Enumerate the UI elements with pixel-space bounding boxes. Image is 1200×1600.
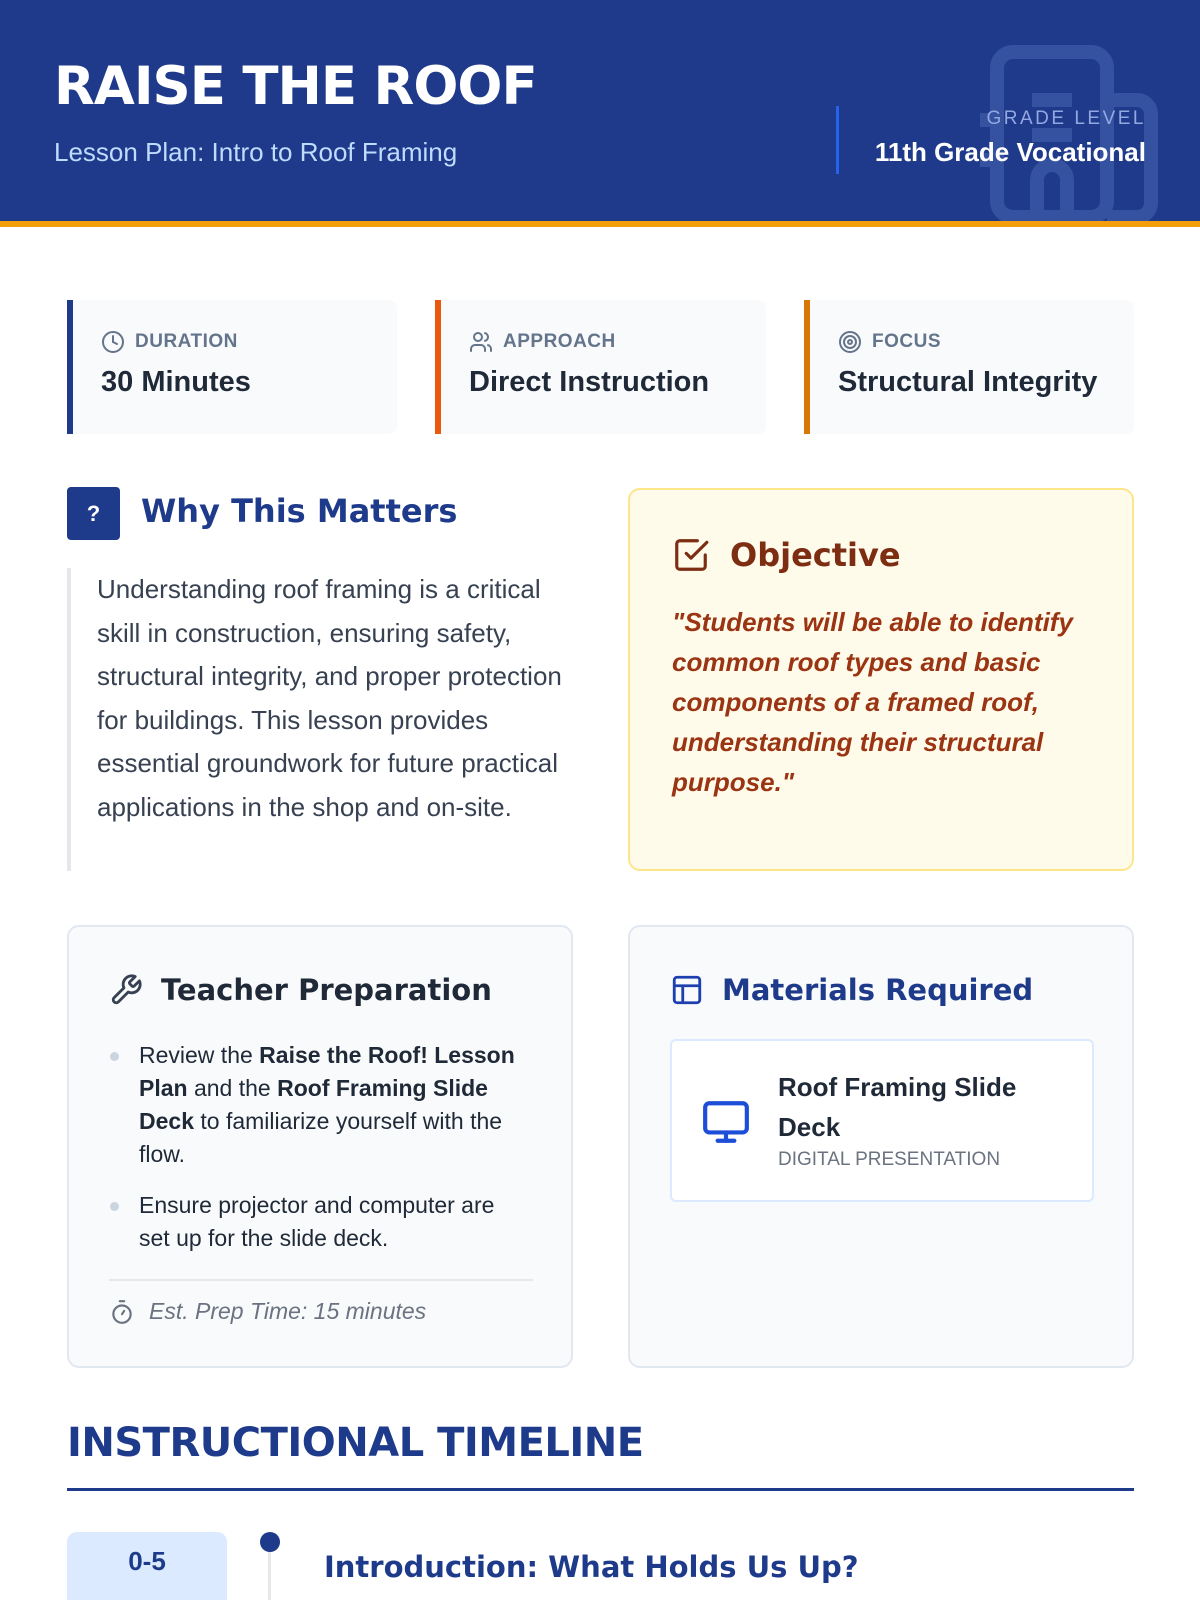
info-card-approach	[435, 300, 766, 434]
why-section-title: Why This Matters	[141, 492, 458, 530]
clock-icon	[101, 330, 125, 354]
prep-time-text: Est. Prep Time: 15 minutes	[149, 1298, 427, 1324]
timeline-rule	[67, 1488, 1134, 1491]
objective-title: Objective	[730, 536, 901, 574]
checkbox-icon	[672, 536, 710, 574]
info-card-duration	[67, 300, 397, 434]
timeline-step-time	[67, 1532, 227, 1600]
timeline-step-time-text: 0-5	[128, 1546, 166, 1576]
page-subtitle: Lesson Plan: Intro to Roof Framing	[54, 137, 458, 167]
info-card-label: APPROACH	[503, 331, 616, 352]
building-icon	[962, 40, 1172, 227]
target-icon	[838, 330, 862, 354]
users-icon	[469, 330, 493, 354]
objective-card	[628, 488, 1134, 871]
info-card-focus	[804, 300, 1134, 434]
materials-title: Materials Required	[722, 973, 1034, 1007]
list-item: Ensure projector and computer are set up for the slide deck.	[109, 1189, 529, 1255]
monitor-icon	[700, 1097, 752, 1147]
materials-panel	[628, 925, 1134, 1368]
prep-list	[109, 1039, 529, 1273]
info-card-label: DURATION	[135, 331, 238, 352]
material-type: DIGITAL PRESENTATION	[778, 1149, 1001, 1170]
prep-time	[109, 1298, 426, 1325]
material-item	[670, 1039, 1094, 1202]
info-card-value: 30 Minutes	[101, 366, 251, 398]
wrench-icon	[109, 973, 143, 1007]
header-divider	[836, 106, 839, 174]
grade-level-value: 11th Grade Vocational	[874, 137, 1146, 167]
timer-icon	[109, 1299, 135, 1325]
prep-divider	[109, 1279, 533, 1281]
info-card-label: FOCUS	[872, 331, 941, 352]
teacher-preparation-panel	[67, 925, 573, 1368]
grade-level-label: GRADE LEVEL	[986, 108, 1146, 129]
list-item: Review the Raise the Roof! Lesson Plan and the Roof Framing Slide Deck to familiarize yourself with the flow.	[109, 1039, 529, 1171]
info-card-value: Structural Integrity	[838, 366, 1098, 398]
teacher-preparation-title: Teacher Preparation	[161, 973, 492, 1007]
page-header	[0, 0, 1200, 227]
question-badge-icon: ?	[67, 487, 120, 540]
timeline-title: INSTRUCTIONAL TIMELINE	[67, 1420, 644, 1466]
objective-text: "Students will be able to identify common roof types and basic components of a framed roof, understanding their structural purpose."	[672, 607, 1073, 797]
timeline-step-title: Introduction: What Holds Us Up?	[324, 1550, 859, 1584]
info-card-value: Direct Instruction	[469, 366, 710, 398]
timeline-dot	[260, 1532, 280, 1552]
material-name: Roof Framing Slide Deck	[778, 1072, 1017, 1142]
page-title: RAISE THE ROOF	[54, 56, 537, 117]
why-section-body: Understanding roof framing is a critical skill in construction, ensuring safety, structural integrity, and proper protection for buildings. This lesson provides essential groundwork for future practical applications in the shop and on-site.	[67, 568, 577, 871]
layout-icon	[670, 973, 704, 1007]
